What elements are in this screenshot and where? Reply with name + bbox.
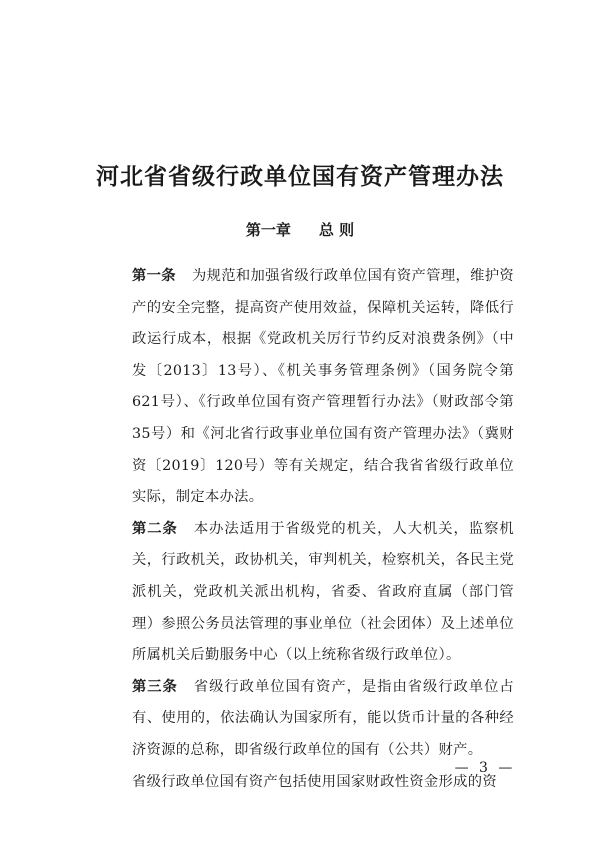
chapter-number: 第一章 <box>245 221 291 239</box>
continuation-paragraph: 省级行政单位国有资产包括使用国家财政性资金形成的资 <box>132 773 497 790</box>
document-title: 河北省省级行政单位国有资产管理办法 <box>96 163 504 190</box>
document-body <box>104 261 514 798</box>
article-1 <box>104 261 514 514</box>
chapter-heading <box>0 219 600 240</box>
article-text: 为规范和加强省级行政单位国有资产管理，维护资产的安全完整，提高资产使用效益，保障机关运转，降低行政运行成本，根据《党政机关厉行节约反对浪费条例》（中发〔2013〕13号）、《机关事务管理条例》（国务院令第621号）、《行政单位国有资产管理暂行办法》（财政部令第35号）和《河北省行政事业单位国有资产管理办法》（冀财资〔2019〕120号）等有关规定，结合我省省级行政单位实际，制定本办法。 <box>132 268 514 506</box>
article-label: 第二条 <box>132 520 178 537</box>
article-3 <box>104 672 514 767</box>
article-label: 第一条 <box>132 268 176 284</box>
article-label: 第三条 <box>132 678 178 695</box>
chapter-name: 总 则 <box>318 221 355 239</box>
article-text: 本办法适用于省级党的机关，人大机关，监察机关，行政机关，政协机关，审判机关，检察机关，各民主党派机关，党政机关派出机构，省委、省政府直属（部门管理）参照公务员法管理的事业单位（社会团体）及上述单位所属机关后勤服务中心（以上统称省级行政单位）。 <box>132 520 514 664</box>
article-text: 省级行政单位国有资产，是指由省级行政单位占有、使用的，依法确认为国家所有，能以货币计量的各种经济资源的总称，即省级行政单位的国有（公共）财产。 <box>132 678 514 758</box>
page-number: — 3 — <box>454 760 516 776</box>
article-2 <box>104 514 514 672</box>
